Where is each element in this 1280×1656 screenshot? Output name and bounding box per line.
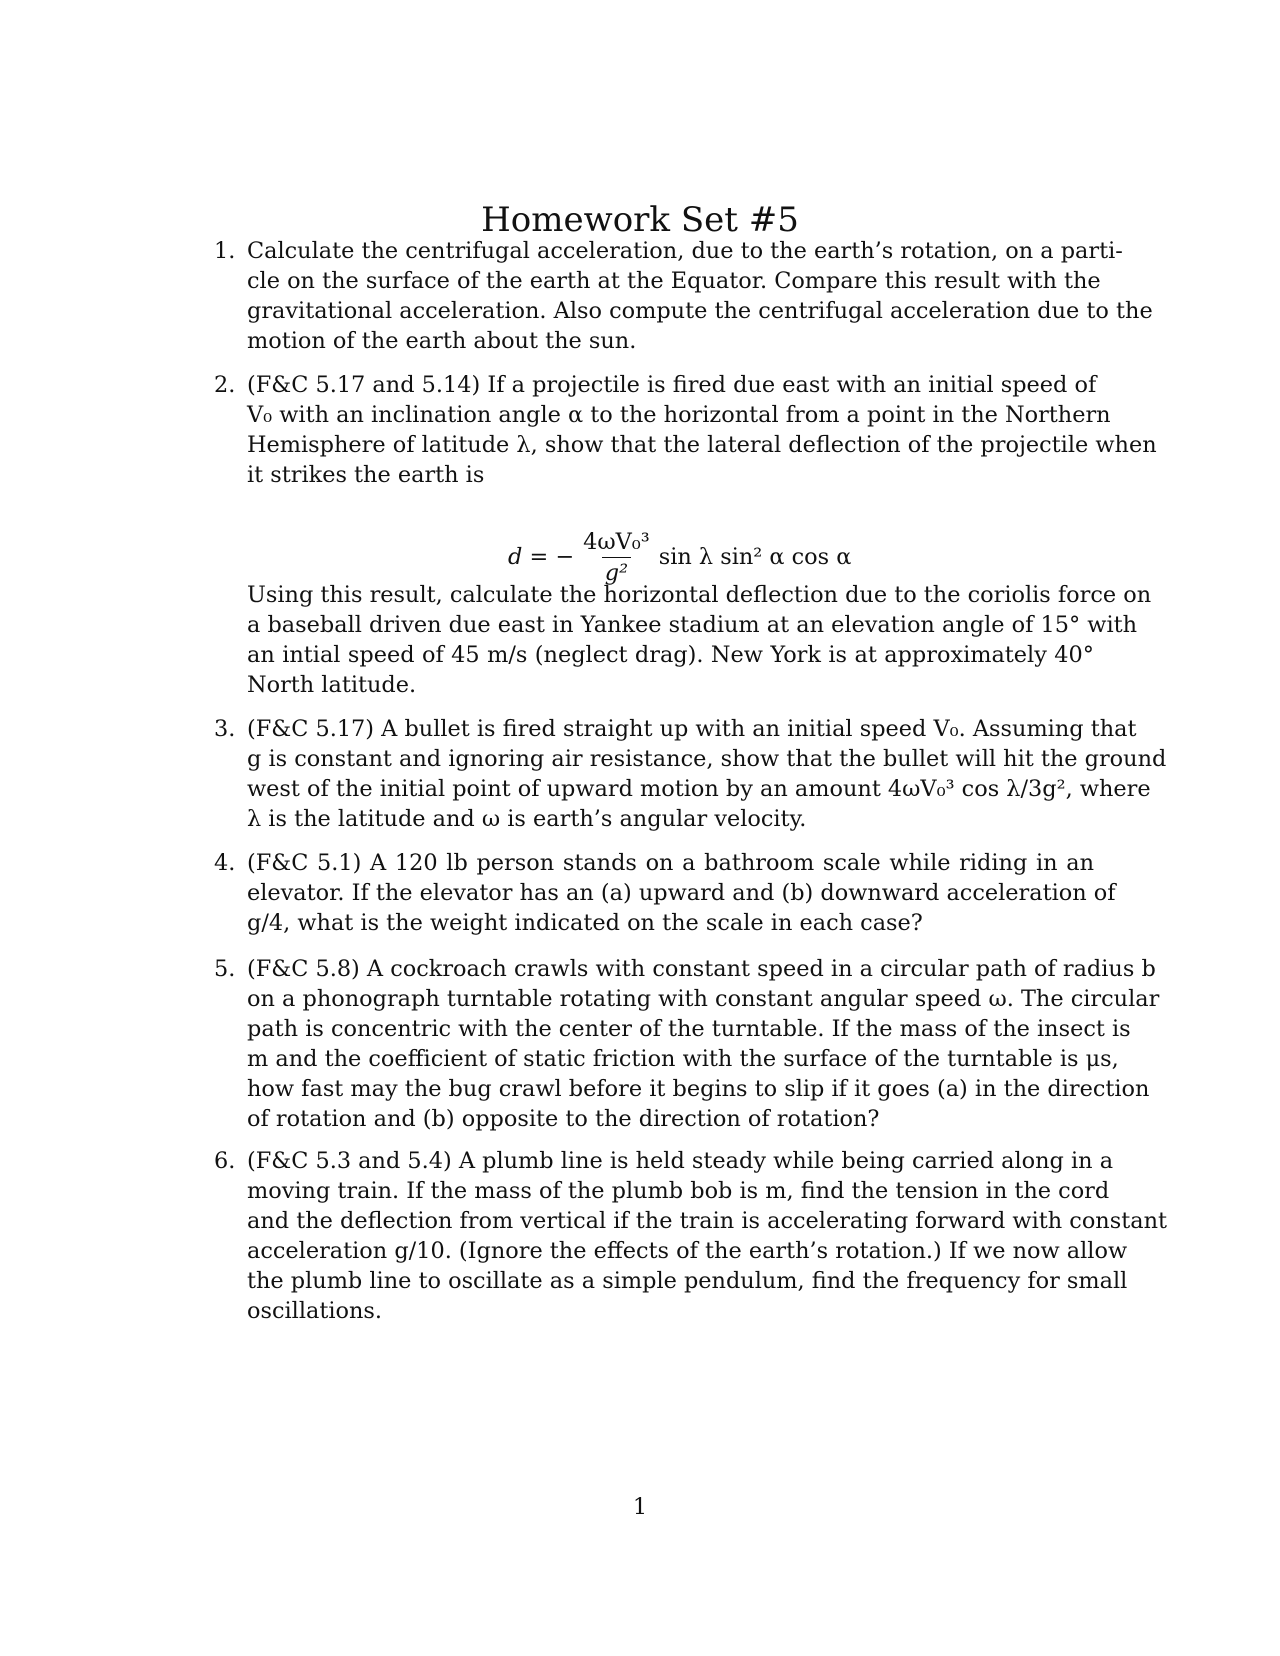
problem-number: 5. (214, 956, 236, 982)
problem-line: it strikes the earth is (247, 462, 485, 488)
problem-number: 4. (214, 850, 236, 876)
problem-number: 1. (214, 238, 236, 264)
equation-fraction (580, 529, 653, 586)
problem-line: λ is the latitude and ω is earth’s angular velocity. (247, 806, 807, 832)
problem-line: the plumb line to oscillate as a simple pendulum, find the frequency for small (247, 1268, 1128, 1294)
problem-line: Calculate the centrifugal acceleration, due to the earth’s rotation, on a parti- (247, 238, 1123, 264)
problem-line: (F&C 5.1) A 120 lb person stands on a bathroom scale while riding in an (247, 850, 1094, 876)
problem-line: (F&C 5.17 and 5.14) If a projectile is fired due east with an initial speed of (247, 372, 1097, 398)
problem-line: g/4, what is the weight indicated on the scale in each case? (247, 910, 923, 936)
page-number: 1 (632, 1494, 648, 1520)
page-title: Homework Set #5 (481, 199, 799, 240)
problem-line: (F&C 5.3 and 5.4) A plumb line is held steady while being carried along in a (247, 1148, 1114, 1174)
equation-lhs: d = − (508, 544, 575, 570)
equation-rhs: sin λ sin² α cos α (658, 544, 852, 570)
equation-denominator: g² (602, 557, 631, 586)
problem-line: m and the coefficient of static friction with the surface of the turntable is μs, (247, 1046, 1119, 1072)
problem-line: gravitational acceleration. Also compute the centrifugal acceleration due to the (247, 298, 1153, 324)
problem-4 (214, 848, 1116, 938)
problem-line: on a phonograph turntable rotating with constant angular speed ω. The circular (247, 986, 1160, 1012)
problem-line: (F&C 5.8) A cockroach crawls with constant speed in a circular path of radius b (247, 956, 1156, 982)
problem-line: cle on the surface of the earth at the Equator. Compare this result with the (247, 268, 1101, 294)
problem-line: of rotation and (b) opposite to the direction of rotation? (247, 1106, 880, 1132)
problem-2 (214, 370, 1157, 490)
equation-numerator: 4ωV₀³ (583, 528, 650, 555)
problem-line: V₀ with an inclination angle α to the horizontal from a point in the Northern (247, 402, 1111, 428)
problem-line: an intial speed of 45 m/s (neglect drag). New York is at approximately 40° (247, 642, 1094, 668)
problem-line: acceleration g/10. (Ignore the effects of the earth’s rotation.) If we now allow (247, 1238, 1128, 1264)
problem-line: motion of the earth about the sun. (247, 328, 637, 354)
problem-line: g is constant and ignoring air resistance, show that the bullet will hit the ground (247, 746, 1167, 772)
problem-line: oscillations. (247, 1298, 383, 1324)
problem-line: Using this result, calculate the horizontal deflection due to the coriolis force on (247, 582, 1152, 608)
problem-line: moving train. If the mass of the plumb bob is m, find the tension in the cord (247, 1178, 1110, 1204)
problem-line: path is concentric with the center of the turntable. If the mass of the insect is (247, 1016, 1131, 1042)
problem-line: North latitude. (247, 672, 417, 698)
problem-line: west of the initial point of upward motion by an amount 4ωV₀³ cos λ/3g², where (247, 776, 1151, 802)
problem-number: 2. (214, 372, 236, 398)
problem-line: a baseball driven due east in Yankee stadium at an elevation angle of 15° with (247, 612, 1138, 638)
problem-5 (214, 954, 1160, 1134)
problem-line: (F&C 5.17) A bullet is fired straight up with an initial speed V₀. Assuming that (247, 716, 1137, 742)
problem-6 (214, 1146, 1167, 1326)
problem-line: elevator. If the elevator has an (a) upward and (b) downward acceleration of (247, 880, 1116, 906)
problem-line: and the deflection from vertical if the train is accelerating forward with constant (247, 1208, 1167, 1234)
problem-number: 3. (214, 716, 236, 742)
problem-line: how fast may the bug crawl before it begins to slip if it goes (a) in the direction (247, 1076, 1150, 1102)
problem-1 (214, 236, 1153, 356)
problem-number: 6. (214, 1148, 236, 1174)
problem-line: Hemisphere of latitude λ, show that the lateral deflection of the projectile when (247, 432, 1157, 458)
problem-3 (214, 714, 1167, 834)
problem-2-continuation (247, 580, 1152, 700)
